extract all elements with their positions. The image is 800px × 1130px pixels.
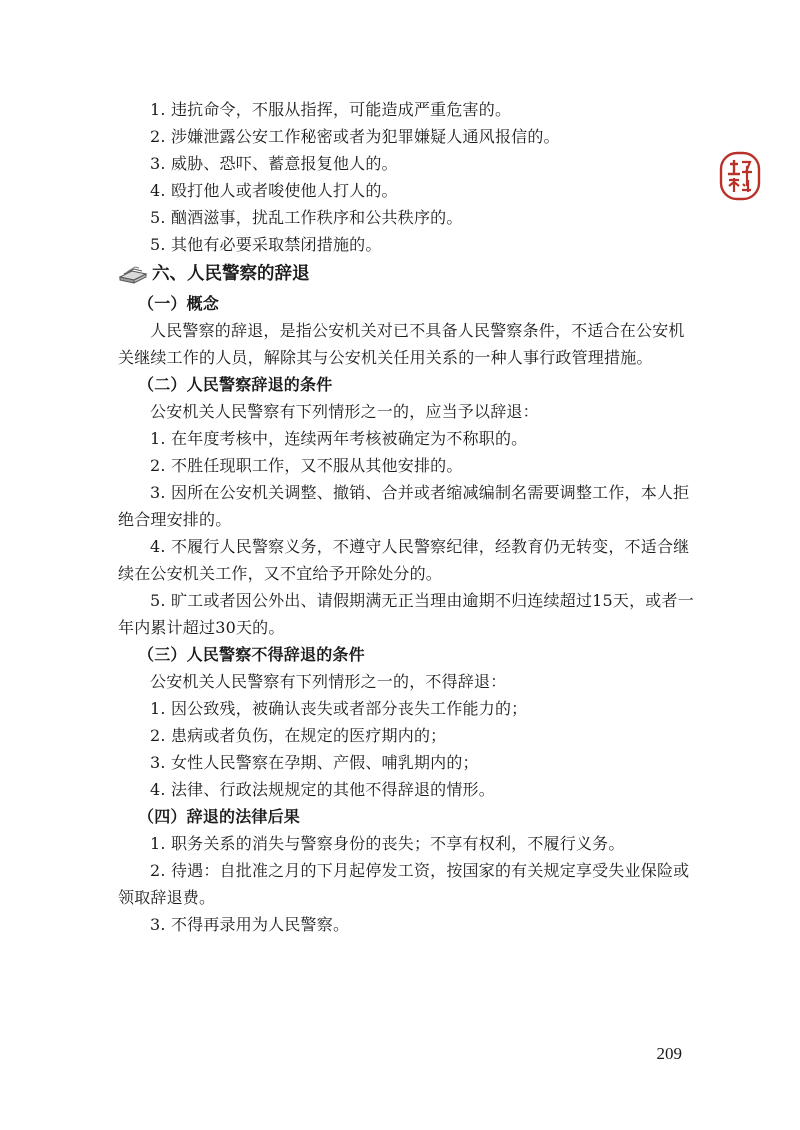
list-item: 4. 殴打他人或者唆使他人打人的。 bbox=[150, 181, 398, 200]
paragraph-line: 人民警察的辞退，是指公安机关对已不具备人民警察条件，不适合在公安机 bbox=[150, 321, 685, 340]
list-item: 2. 患病或者负伤，在规定的医疗期内的； bbox=[150, 726, 447, 745]
list-item: 3. 不得再录用为人民警察。 bbox=[150, 915, 350, 934]
subheading-conditions: （二）人民警察辞退的条件 bbox=[138, 375, 333, 394]
subheading-consequences: （四）辞退的法律后果 bbox=[138, 807, 301, 826]
section-heading bbox=[118, 258, 690, 290]
paragraph-line: 公安机关人民警察有下列情形之一的，应当予以辞退： bbox=[150, 402, 539, 421]
list-item: 1. 因公致残，被确认丧失或者部分丧失工作能力的； bbox=[150, 699, 528, 718]
list-item: 4. 不履行人民警察义务，不遵守人民警察纪律，经教育仍无转变，不适合继 bbox=[150, 537, 690, 556]
paragraph-line: 关继续工作的人员，解除其与公安机关任用关系的一种人事行政管理措施。 bbox=[118, 348, 653, 367]
list-item: 1. 职务关系的消失与警察身份的丧失；不享有权利，不履行义务。 bbox=[150, 834, 625, 853]
list-item: 3. 女性人民警察在孕期、产假、哺乳期内的； bbox=[150, 753, 479, 772]
list-item: 2. 不胜任现职工作，又不服从其他安排的。 bbox=[150, 456, 463, 475]
list-item: 5. 酗酒滋事，扰乱工作秩序和公共秩序的。 bbox=[150, 208, 463, 227]
list-item: 4. 法律、行政法规规定的其他不得辞退的情形。 bbox=[150, 780, 495, 799]
body-text bbox=[118, 96, 694, 938]
list-item: 1. 违抗命令，不服从指挥，可能造成严重危害的。 bbox=[150, 100, 512, 119]
paragraph-line: 公安机关人民警察有下列情形之一的，不得辞退： bbox=[150, 672, 507, 691]
list-item: 1. 在年度考核中，连续两年考核被确定为不称职的。 bbox=[150, 429, 528, 448]
list-item: 2. 待遇：自批准之月的下月起停发工资，按国家的有关规定享受失业保险或 bbox=[150, 861, 690, 880]
list-item-continuation: 领取辞退费。 bbox=[118, 888, 216, 907]
section-title: 六、人民警察的辞退 bbox=[152, 264, 310, 284]
subheading-concept: （一）概念 bbox=[138, 294, 220, 313]
list-item: 3. 威胁、恐吓、蓄意报复他人的。 bbox=[150, 154, 398, 173]
list-item-continuation: 续在公安机关工作，又不宜给予开除处分的。 bbox=[118, 564, 443, 583]
list-item-continuation: 绝合理安排的。 bbox=[118, 510, 232, 529]
list-item: 2. 涉嫌泄露公安工作秘密或者为犯罪嫌疑人通风报信的。 bbox=[150, 127, 560, 146]
subheading-non-dismissal: （三）人民警察不得辞退的条件 bbox=[138, 645, 365, 664]
page-number: 209 bbox=[656, 1044, 682, 1063]
list-item-continuation: 年内累计超过30天的。 bbox=[118, 618, 285, 637]
seal-stamp-icon bbox=[718, 150, 762, 202]
list-item: 5. 旷工或者因公外出、请假期满无正当理由逾期不归连续超过15天，或者一 bbox=[150, 591, 694, 610]
list-item: 5. 其他有必要采取禁闭措施的。 bbox=[150, 235, 382, 254]
list-item: 3. 因所在公安机关调整、撤销、合并或者缩减编制名需要调整工作，本人拒 bbox=[150, 483, 690, 502]
book-stack-icon bbox=[118, 264, 148, 284]
